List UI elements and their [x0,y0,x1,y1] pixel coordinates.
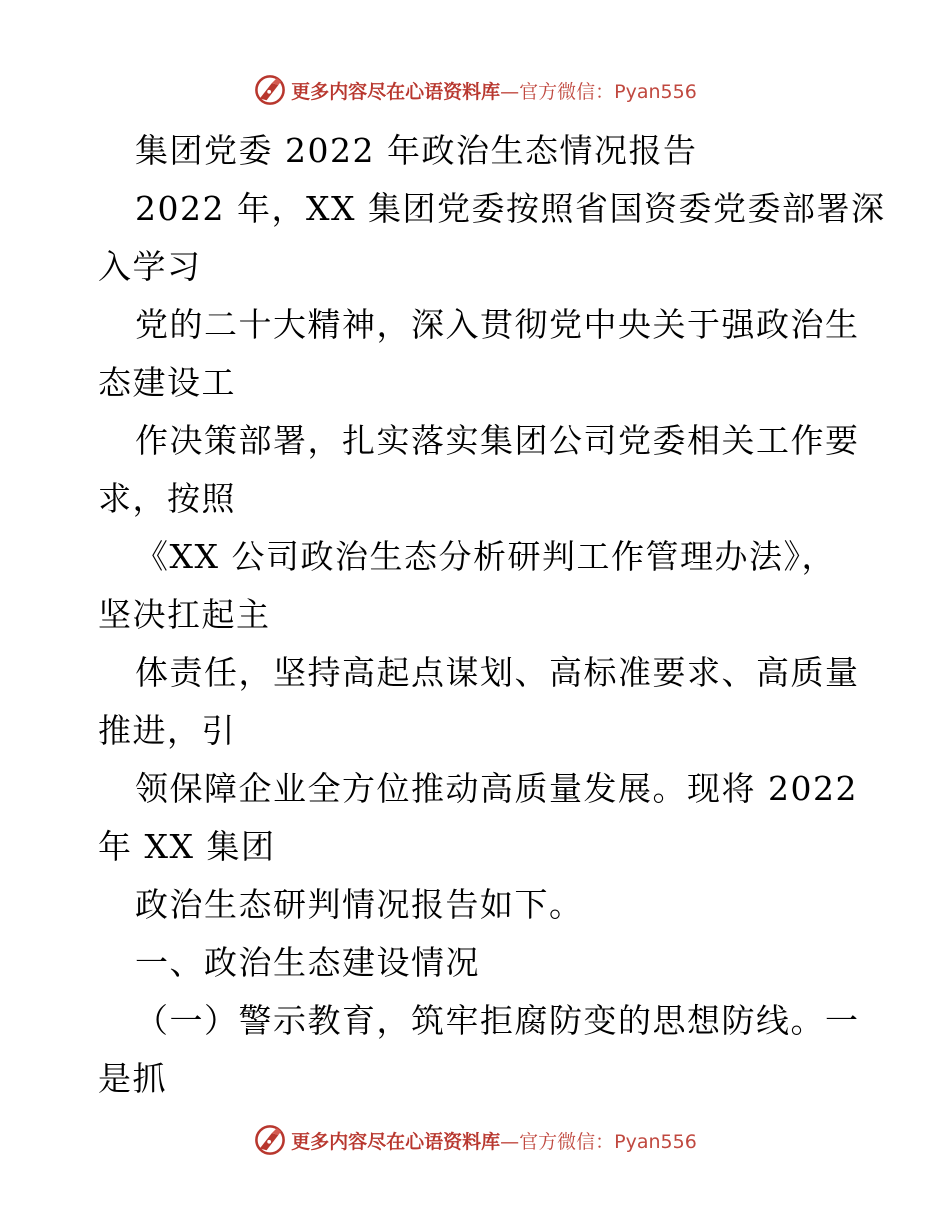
paragraph-lines [98,180,886,1108]
text-line: 年 XX 集团 [98,827,276,866]
text-line: 政治生态研判情况报告如下。 [135,885,584,924]
text-line: 是抓 [98,1059,167,1098]
text-line: 《XX 公司政治生态分析研判工作管理办法》， [135,537,836,576]
text-line: 党的二十大精神，深入贯彻党中央关于强政治生 [135,305,860,344]
text-line: 坚决扛起主 [98,595,271,634]
text-line: 态建设工 [98,363,236,402]
document-title: 集团党委 2022 年政治生态情况报告 [135,131,698,170]
text-line: 领保障企业全方位推动高质量发展。现将 2022 [135,769,858,808]
text-line: 2022 年，XX 集团党委按照省国资委党委部署深 [135,189,886,228]
pen-nib-logo-icon [253,1123,287,1157]
text-line: 作决策部署，扎实落实集团公司党委相关工作要 [135,421,860,460]
text-line: 推进，引 [98,711,236,750]
text-line: 体责任，坚持高起点谋划、高标准要求、高质量 [135,653,860,692]
text-line: 入学习 [98,247,202,286]
watermark-header [0,70,950,110]
text-line: （一）警示教育，筑牢拒腐防变的思想防线。一 [135,1001,860,1040]
pen-nib-logo-icon [253,73,287,107]
document-body [98,122,886,1108]
text-line: 一、政治生态建设情况 [135,943,480,982]
watermark-footer [0,1120,950,1160]
watermark-text: 更多内容尽在心语资料库—官方微信：Pyan556 [291,80,697,103]
text-line: 求，按照 [98,479,236,518]
watermark-text: 更多内容尽在心语资料库—官方微信：Pyan556 [291,1130,697,1153]
